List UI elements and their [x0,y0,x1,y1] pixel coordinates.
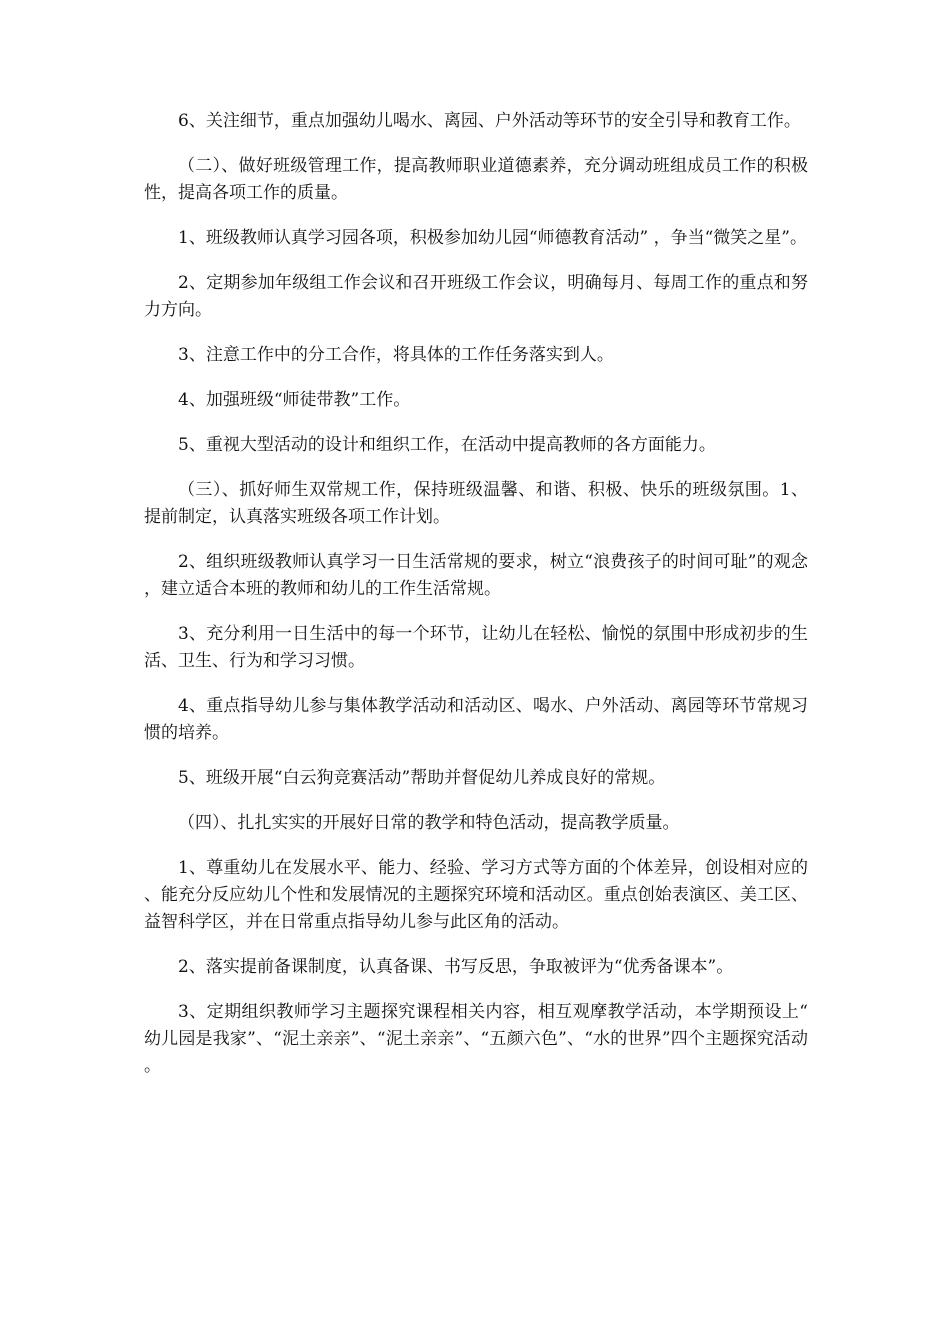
paragraph-section-2-heading: （二）、做好班级管理工作，提高教师职业道德素养，充分调动班组成员工作的积极性，提高各项工作的质量。 [144,156,808,203]
paragraph-3-4: 4、重点指导幼儿参与集体教学活动和活动区、喝水、户外活动、离园等环节常规习惯的培养。 [144,696,808,743]
paragraph-4-1: 1、尊重幼儿在发展水平、能力、经验、学习方式等方面的个体差异，创设相对应的、能充分反应幼儿个性和发展情况的主题探究环境和活动区。重点创始表演区、美工区、益智科学区，并在日常重点指导幼儿参与此区角的活动。 [144,858,808,932]
paragraph-section-3-heading: （三）、抓好师生双常规工作，保持班级温馨、和谐、积极、快乐的班级氛围。1、提前制定，认真落实班级各项工作计划。 [144,480,808,527]
paragraph-3-5: 5、班级开展“白云狗竞赛活动”帮助并督促幼儿养成良好的常规。 [178,768,666,788]
paragraph-2-5: 5、重视大型活动的设计和组织工作，在活动中提高教师的各方面能力。 [178,435,716,455]
paragraph-section-4-heading: （四）、扎扎实实的开展好日常的教学和特色活动，提高教学质量。 [178,813,680,833]
paragraph-3-3: 3、充分利用一日生活中的每一个环节，让幼儿在轻松、愉悦的氛围中形成初步的生活、卫生、行为和学习习惯。 [144,624,808,671]
paragraph-2-4: 4、加强班级“师徒带教”工作。 [178,390,411,410]
paragraph-2-1: 1、班级教师认真学习园各项，积极参加幼儿园“师德教育活动” ，争当“微笑之星”。 [178,228,807,248]
paragraph-3-2: 2、组织班级教师认真学习一日生活常规的要求，树立“浪费孩子的时间可耻”的观念，建立适合本班的教师和幼儿的工作生活常规。 [144,552,808,599]
paragraph-safety-details: 6、关注细节，重点加强幼儿喝水、离园、户外活动等环节的安全引导和教育工作。 [178,111,801,131]
paragraph-4-2: 2、落实提前备课制度，认真备课、书写反思，争取被评为“优秀备课本”。 [178,957,734,977]
paragraph-4-3: 3、定期组织教师学习主题探究课程相关内容，相互观摩教学活动，本学期预设上“幼儿园是我家”、“泥土亲亲”、“泥土亲亲”、“五颜六色”、“水的世界”四个主题探究活动。 [144,1002,808,1076]
paragraph-2-3: 3、注意工作中的分工合作，将具体的工作任务落实到人。 [178,345,614,365]
paragraph-2-2: 2、定期参加年级组工作会议和召开班级工作会议，明确每月、每周工作的重点和努力方向。 [144,273,808,320]
document-body [144,108,808,1098]
